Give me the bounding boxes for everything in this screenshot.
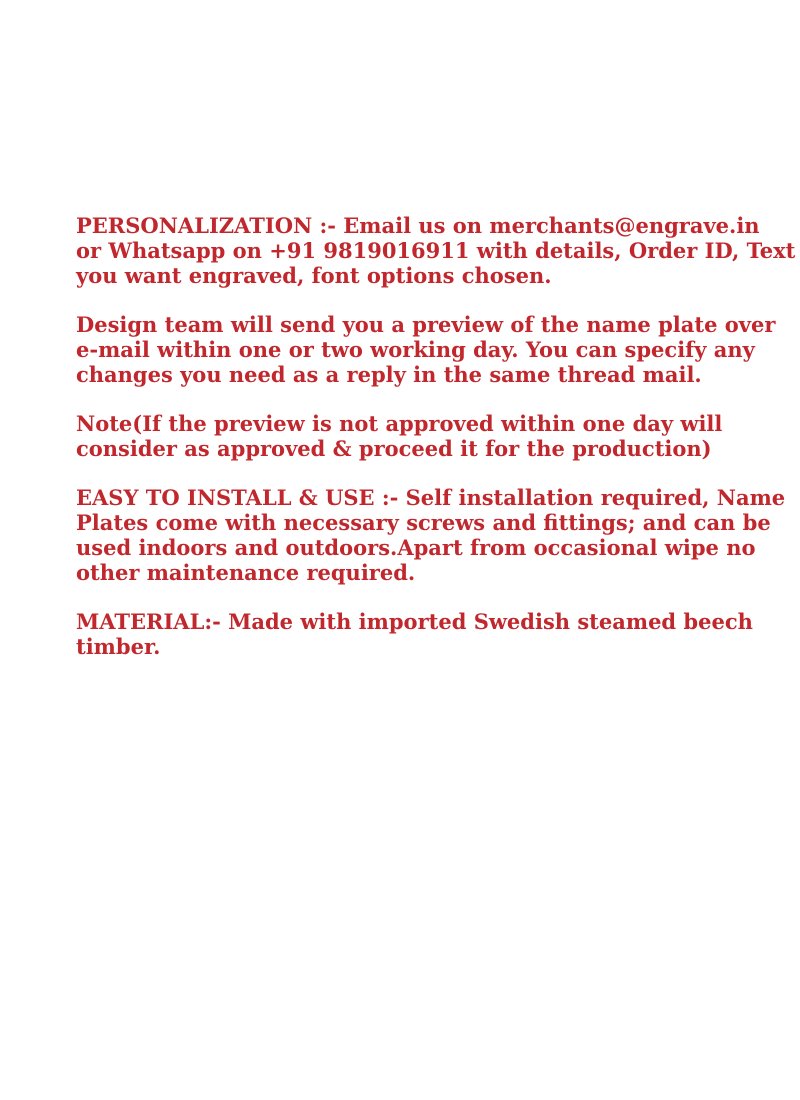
text-line: used indoors and outdoors.Apart from occasional wipe no (76, 535, 756, 560)
text-line: Design team will send you a preview of the name plate over (76, 312, 776, 337)
text-line: or Whatsapp on +91 9819016911 with details, Order ID, Text (76, 238, 796, 263)
product-description-text-block (76, 213, 796, 683)
paragraph-easy-to-install (76, 485, 786, 585)
paragraph-personalization (76, 213, 796, 288)
paragraph-material (76, 609, 756, 659)
text-line: EASY TO INSTALL & USE :- Self installation required, Name (76, 485, 786, 510)
text-line: Note(If the preview is not approved within one day will (76, 411, 723, 436)
text-line: e-mail within one or two working day. You can specify any (76, 337, 755, 362)
text-line: you want engraved, font options chosen. (76, 263, 552, 288)
text-line: timber. (76, 634, 161, 659)
text-line: MATERIAL:- Made with imported Swedish steamed beech (76, 609, 753, 634)
text-line: other maintenance required. (76, 560, 416, 585)
text-line: changes you need as a reply in the same thread mail. (76, 362, 702, 387)
text-line: consider as approved & proceed it for the production) (76, 436, 712, 461)
text-line: PERSONALIZATION :- Email us on merchants@engrave.in (76, 213, 760, 238)
paragraph-approval-note (76, 411, 756, 461)
paragraph-preview-process (76, 312, 776, 387)
text-line: Plates come with necessary screws and fittings; and can be (76, 510, 771, 535)
